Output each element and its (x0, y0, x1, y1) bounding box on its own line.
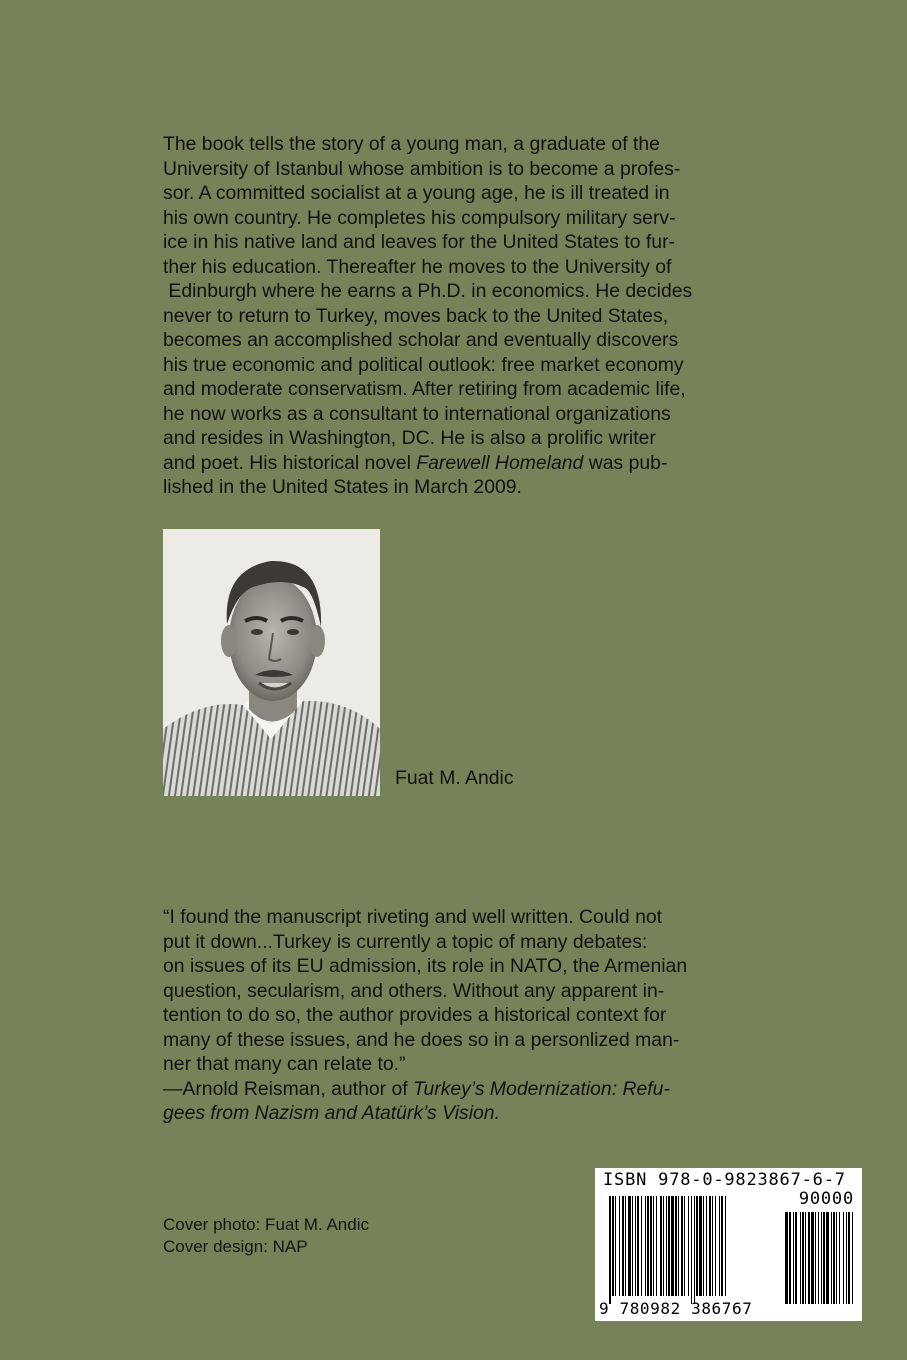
barcode-bar (688, 1196, 689, 1296)
endorsement-quote (163, 905, 753, 1126)
addon-bar (826, 1212, 829, 1304)
addon-bar (836, 1212, 837, 1304)
addon-bar (823, 1212, 825, 1304)
isbn-barcode (595, 1168, 862, 1321)
addon-bar (818, 1212, 819, 1304)
blurb-line: and moderate conservatism. After retiring from academic life, (163, 378, 686, 400)
price-addon-code: 90000 (798, 1189, 854, 1209)
blurb-line: Edinburgh where he earns a Ph.D. in economics. He decides (163, 280, 693, 302)
author-portrait-image (163, 529, 380, 796)
addon-bar (795, 1212, 797, 1304)
addon-bar (831, 1212, 832, 1304)
barcode-bar (641, 1196, 642, 1296)
barcode-bar (699, 1196, 702, 1296)
quote-attribution-cont (163, 1101, 753, 1126)
barcode-bar (645, 1196, 646, 1296)
author-photo-caption: Fuat M. Andic (395, 767, 514, 789)
barcode-bar (709, 1196, 711, 1296)
cited-book-title-cont: gees from Nazism and Atatürk’s Vision. (163, 1102, 500, 1124)
blurb-line: he now works as a consultant to international organizations (163, 402, 671, 425)
barcode-bar (625, 1196, 626, 1296)
addon-bar (839, 1212, 840, 1304)
barcode-bar (637, 1196, 639, 1296)
blurb-line: and resides in Washington, DC. He is also a prolific writer (163, 427, 656, 449)
quote-line: many of these issues, and he does so in a personlized man- (163, 1028, 680, 1051)
barcode-bar (635, 1196, 636, 1296)
barcode-bar (703, 1196, 704, 1296)
addon-bar (815, 1212, 816, 1304)
barcode-bar (681, 1196, 683, 1296)
barcode-bar (656, 1196, 657, 1296)
addon-bar (808, 1212, 810, 1304)
addon-bar (846, 1212, 847, 1304)
barcode-bar (632, 1196, 633, 1296)
barcode-bar (653, 1196, 654, 1296)
barcode-bar (706, 1196, 707, 1296)
blurb-line: ice in his native land and leaves for the United States to fur- (163, 231, 675, 253)
addon-bar (789, 1212, 791, 1304)
quote-attribution (163, 1077, 753, 1102)
addon-bar (852, 1212, 853, 1304)
addon-bar (785, 1212, 788, 1304)
novel-title: Farewell Homeland (416, 451, 584, 474)
barcode-bar (696, 1196, 698, 1296)
addon-bar (821, 1212, 822, 1304)
barcode-bar (675, 1196, 677, 1296)
barcode-bar (678, 1196, 679, 1296)
blurb-line (163, 451, 753, 476)
blurb-text: and poet. His historical novel (163, 451, 417, 474)
barcode-bar (660, 1196, 662, 1296)
barcode-bar (663, 1196, 664, 1296)
quote-line: tention to do so, the author provides a historical context for (163, 1004, 667, 1026)
blurb-line: his true economic and political outlook: free market economy (163, 353, 684, 376)
barcode-bar (684, 1196, 685, 1296)
quote-line: ner that many can relate to.” (163, 1053, 406, 1075)
cover-credits (163, 1214, 369, 1258)
barcode-bar (725, 1196, 726, 1296)
barcode-bar (694, 1196, 695, 1304)
attribution-text: —Arnold Reisman, author of (163, 1077, 414, 1100)
barcode-bar (619, 1196, 620, 1296)
author-photo (163, 529, 380, 796)
addon-bar (793, 1212, 794, 1304)
blurb-line: becomes an accomplished scholar and eventually discovers (163, 329, 679, 351)
blurb-line: sor. A committed socialist at a young age, he is ill treated in (163, 182, 670, 204)
barcode-bar (719, 1196, 720, 1296)
addon-bar (805, 1212, 806, 1304)
cited-book-title: Turkey’s Modernization: Refu- (413, 1077, 670, 1100)
barcode-bar (615, 1196, 616, 1296)
blurb-line: his own country. He completes his compulsory military serv- (163, 206, 676, 229)
quote-line: question, secularism, and others. Without any apparent in- (163, 979, 665, 1002)
addon-bar (811, 1212, 814, 1304)
blurb-line: The book tells the story of a young man, a graduate of the (163, 133, 660, 155)
barcode-bar (612, 1196, 614, 1296)
quote-line: on issues of its EU admission, its role in NATO, the Armenian (163, 955, 688, 977)
addon-bar (843, 1212, 844, 1304)
cover-photo-credit: Cover photo: Fuat M. Andic (163, 1215, 369, 1234)
quote-line: put it down...Turkey is currently a topic of many debates: (163, 930, 648, 953)
barcode-bar (691, 1196, 692, 1304)
blurb-text: was pub- (583, 451, 668, 474)
ean-digits: 9 780982 386767 (599, 1299, 753, 1318)
quote-line: “I found the manuscript riveting and well written. Could not (163, 906, 663, 928)
addon-bar (802, 1212, 804, 1304)
barcode-bar (715, 1196, 716, 1296)
barcode-bar (666, 1196, 667, 1296)
barcode-bar (712, 1196, 713, 1296)
barcode-bar (668, 1196, 670, 1296)
addon-bar (833, 1212, 835, 1304)
barcode-bar (671, 1196, 674, 1296)
cover-design-credit: Cover design: NAP (163, 1237, 308, 1256)
barcode-bar (650, 1196, 652, 1296)
addon-bar (848, 1212, 850, 1304)
barcode-bar (721, 1196, 723, 1296)
isbn-number: ISBN 978-0-9823867-6-7 (603, 1170, 846, 1190)
addon-bar (800, 1212, 801, 1304)
barcode-bar (622, 1196, 624, 1296)
blurb-line: ther his education. Thereafter he moves to the University of (163, 255, 672, 278)
barcode-bar (609, 1196, 611, 1304)
back-cover-blurb (163, 132, 753, 500)
blurb-line: University of Istanbul whose ambition is to become a profes- (163, 157, 681, 180)
barcode-bar (628, 1196, 631, 1296)
barcode-bar (647, 1196, 649, 1296)
blurb-line: lished in the United States in March 2009. (163, 476, 522, 498)
blurb-line: never to return to Turkey, moves back to the United States, (163, 304, 669, 327)
